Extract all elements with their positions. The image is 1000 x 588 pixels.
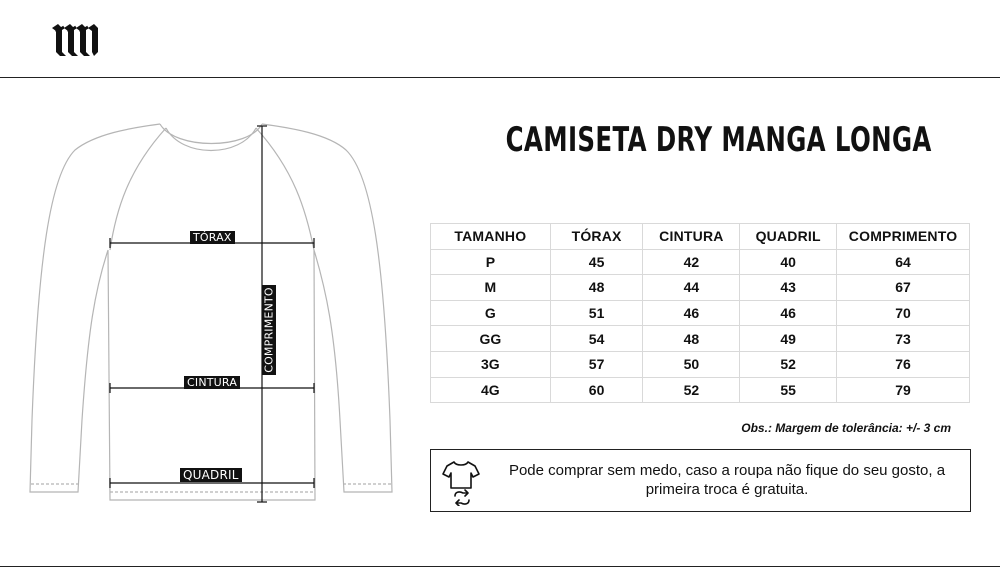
cell-torax: 45 (550, 249, 643, 275)
footer-divider (0, 566, 1000, 567)
cell-comprimento: 64 (837, 249, 970, 275)
comprimento-label (262, 285, 276, 375)
cell-comprimento: 67 (837, 275, 970, 301)
cell-comprimento: 70 (837, 300, 970, 326)
header-torax: TÓRAX (550, 224, 643, 250)
product-title: CAMISETA DRY MANGA LONGA (505, 120, 932, 160)
cell-cintura: 42 (643, 249, 740, 275)
brand-monogram-icon (50, 22, 100, 58)
quadril-label: QUADRIL (180, 468, 242, 482)
cell-tamanho: 4G (431, 377, 551, 403)
table-row (431, 326, 970, 352)
cell-cintura: 50 (643, 351, 740, 377)
table-row (431, 300, 970, 326)
header-cintura: CINTURA (643, 224, 740, 250)
table-row (431, 275, 970, 301)
comprimento-label-text: COMPRIMENTO (262, 287, 276, 373)
cell-quadril: 49 (740, 326, 837, 352)
exchange-notice-text: Pode comprar sem medo, caso a roupa não fique do seu gosto, a primeira troca é gratuita. (508, 462, 946, 498)
torax-label: TÓRAX (190, 231, 235, 244)
cell-torax: 57 (550, 351, 643, 377)
cell-cintura: 46 (643, 300, 740, 326)
cell-comprimento: 73 (837, 326, 970, 352)
table-row (431, 351, 970, 377)
exchange-notice (430, 449, 971, 512)
cell-comprimento: 76 (837, 351, 970, 377)
tolerance-note: Obs.: Margem de tolerância: +/- 3 cm (741, 421, 951, 435)
cell-cintura: 44 (643, 275, 740, 301)
cell-tamanho: M (431, 275, 551, 301)
cell-torax: 51 (550, 300, 643, 326)
header-quadril: QUADRIL (740, 224, 837, 250)
cell-tamanho: P (431, 249, 551, 275)
size-table (430, 223, 970, 403)
cell-tamanho: G (431, 300, 551, 326)
cell-cintura: 52 (643, 377, 740, 403)
cell-torax: 48 (550, 275, 643, 301)
cintura-label: CINTURA (184, 376, 240, 389)
header-divider (0, 77, 1000, 78)
cell-quadril: 40 (740, 249, 837, 275)
cell-torax: 60 (550, 377, 643, 403)
header-comprimento: COMPRIMENTO (837, 224, 970, 250)
table-row (431, 377, 970, 403)
cell-quadril: 55 (740, 377, 837, 403)
cell-comprimento: 79 (837, 377, 970, 403)
shirt-outline-diagram (28, 118, 398, 518)
table-row (431, 249, 970, 275)
cell-quadril: 43 (740, 275, 837, 301)
cell-tamanho: 3G (431, 351, 551, 377)
cell-torax: 54 (550, 326, 643, 352)
tshirt-exchange-icon (441, 458, 481, 506)
cell-quadril: 46 (740, 300, 837, 326)
size-table-header-row (431, 224, 970, 250)
cell-cintura: 48 (643, 326, 740, 352)
header-tamanho: TAMANHO (431, 224, 551, 250)
cell-quadril: 52 (740, 351, 837, 377)
cell-tamanho: GG (431, 326, 551, 352)
